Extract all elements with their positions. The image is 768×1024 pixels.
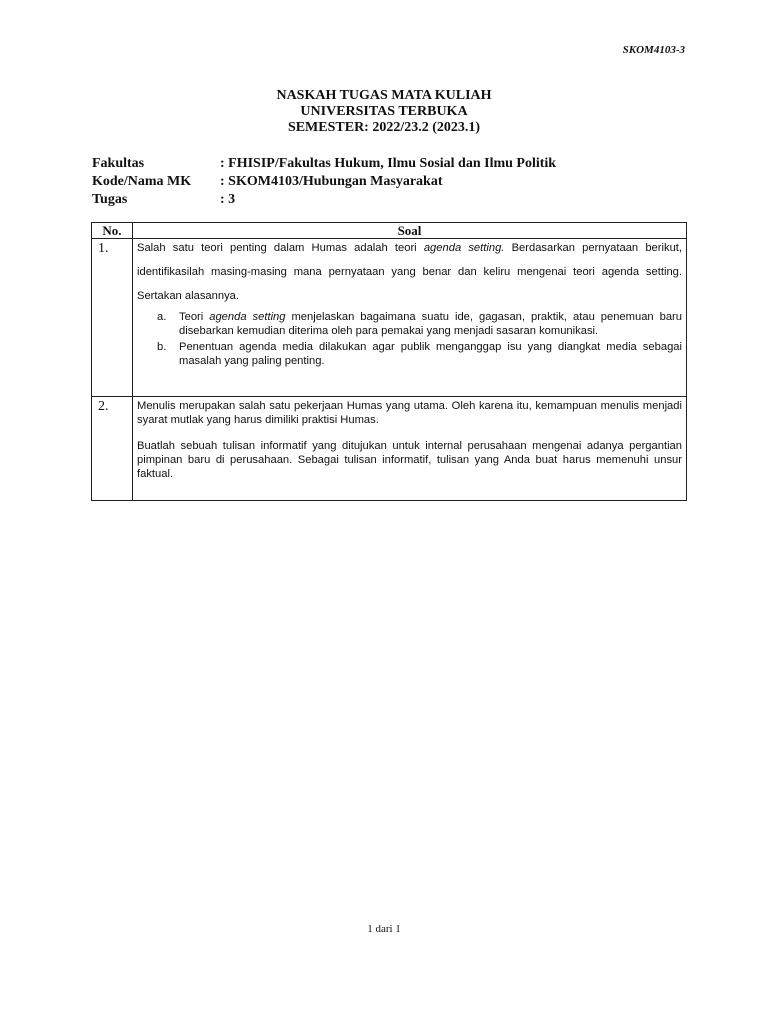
info-value: : SKOM4103/Hubungan Masyarakat (220, 174, 443, 189)
item-text (179, 310, 682, 338)
question-intro (137, 236, 682, 308)
item-letter: b. (157, 341, 167, 353)
item-emphasis: agenda setting (209, 311, 286, 323)
course-info (92, 155, 556, 209)
questions-table (91, 222, 687, 501)
info-label: Tugas (92, 192, 128, 207)
info-value: : FHISIP/Fakultas Hukum, Ilmu Sosial dan Ilmu Politik (220, 156, 557, 171)
intro-emphasis: agenda setting. (423, 242, 505, 254)
document-title (0, 88, 768, 136)
list-item (157, 340, 682, 368)
document-code: SKOM4103-3 (622, 44, 685, 56)
statement-list (137, 310, 682, 368)
info-label: Fakultas (92, 156, 145, 171)
title-line-3: SEMESTER: 2022/23.2 (2023.1) (287, 120, 481, 135)
title-line-2: UNIVERSITAS TERBUKA (300, 104, 468, 119)
title-line-1: NASKAH TUGAS MATA KULIAH (276, 88, 492, 103)
intro-text: Salah satu teori penting dalam Humas adalah teori (137, 242, 424, 254)
question-row-2 (92, 397, 687, 501)
page-number: 1 dari 1 (367, 923, 401, 935)
list-item (157, 310, 682, 338)
info-label: Kode/Nama MK (92, 174, 192, 189)
item-text: Penentuan agenda media dilakukan agar publik menganggap isu yang diangkat media sebagai masalah yang paling penting. (179, 341, 682, 367)
question-body (133, 397, 687, 501)
item-text-part: Teori (179, 311, 210, 323)
header-no: No. (92, 223, 133, 239)
header-soal: Soal (133, 223, 687, 239)
info-value: : 3 (220, 192, 236, 207)
question-body (133, 239, 687, 397)
intro-text: Berdasarkan pernyataan berikut, identifikasilah masing-masing mana pernyataan yang benar dan keliru mengenai teori agenda setting. Sertakan alasannya. (137, 242, 683, 302)
info-row-kode (92, 173, 556, 191)
item-letter: a. (157, 311, 167, 323)
question-paragraph: Buatlah sebuah tulisan informatif yang ditujukan untuk internal perusahaan mengenai adanya pergantian pimpinan baru di perusahaan. Sebagai tulisan informatif, tulisan yang Anda buat harus memenuhi unsur faktual. (137, 440, 682, 480)
question-number: 2. (92, 397, 133, 501)
item-text-part: menjelaskan bagaimana suatu ide, gagasan, praktik, atau penemuan baru disebarkan kemudian diterima oleh para pemakai yang menjadi sasaran komunikasi. (179, 311, 683, 337)
question-paragraph: Menulis merupakan salah satu pekerjaan Humas yang utama. Oleh karena itu, kemampuan menulis menjadi syarat mutlak yang harus dimiliki praktisi Humas. (137, 400, 682, 426)
info-row-fakultas (92, 155, 556, 173)
info-row-tugas (92, 191, 556, 209)
question-number: 1. (92, 239, 133, 397)
question-row-1 (92, 239, 687, 397)
